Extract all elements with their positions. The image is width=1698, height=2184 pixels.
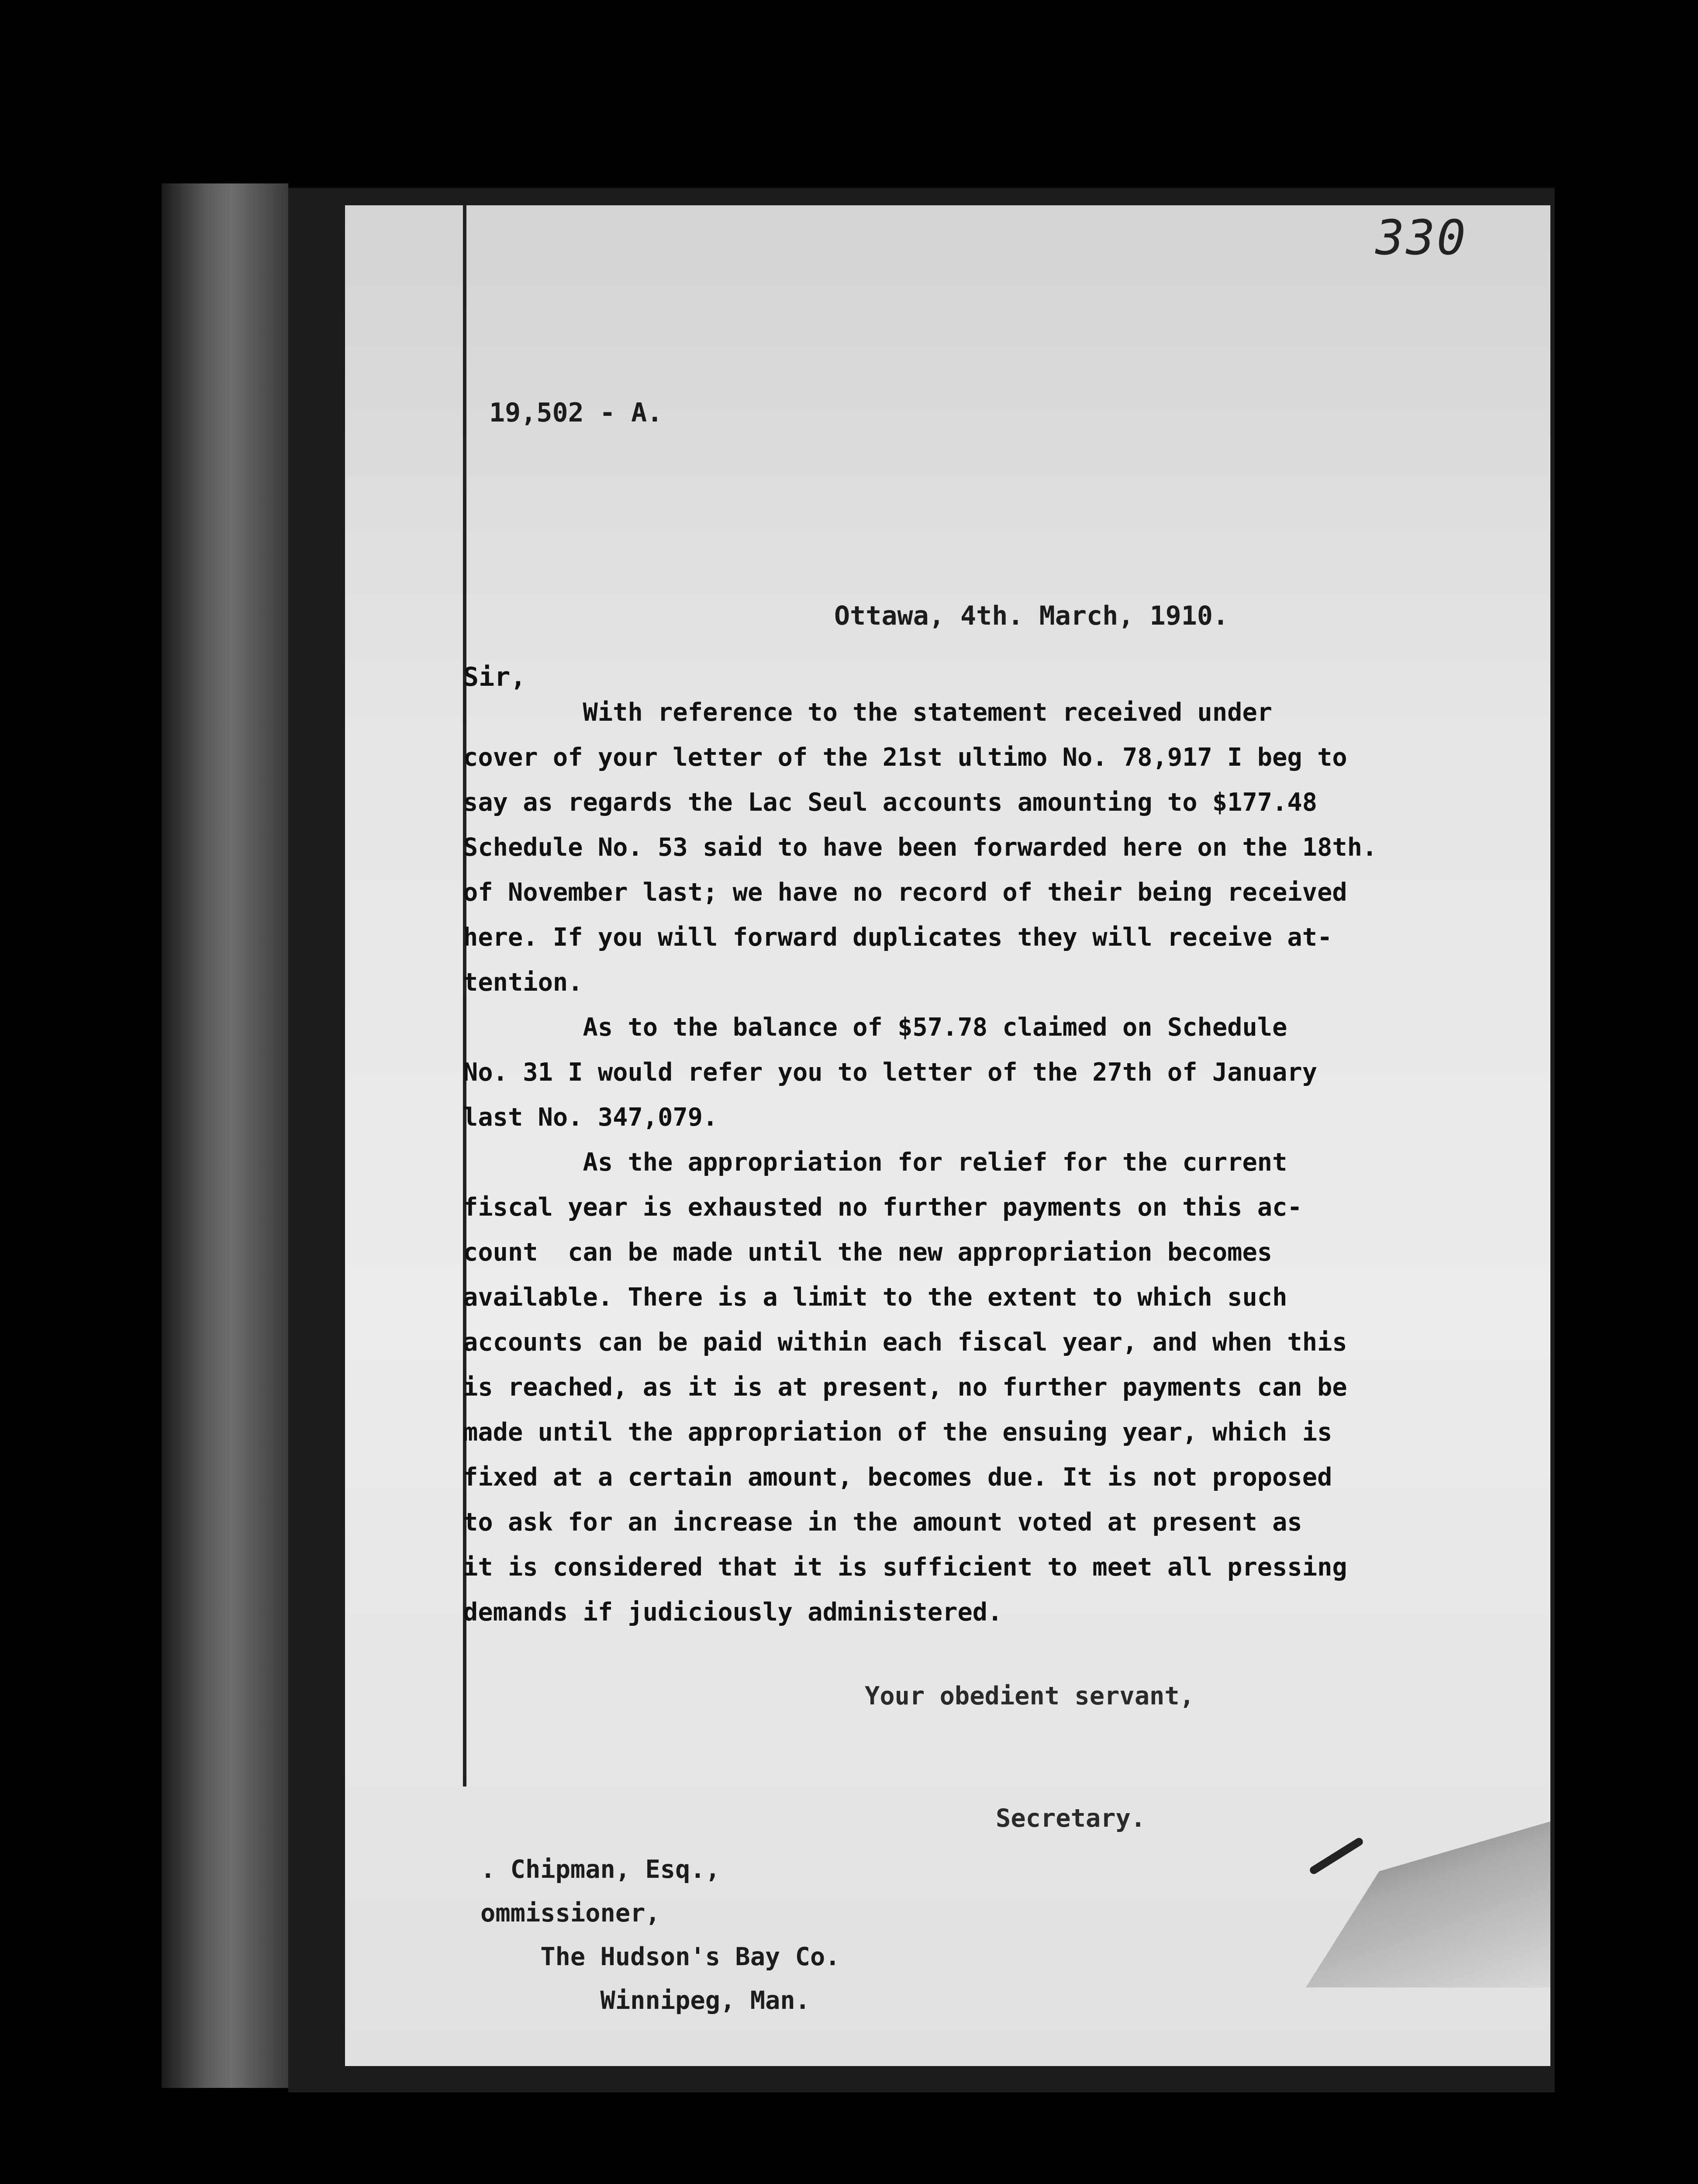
salutation: Sir, [463, 662, 526, 692]
body-line: As to the balance of $57.78 claimed on Schedule [463, 1013, 1287, 1042]
body-line: made until the appropriation of the ensuing year, which is [463, 1418, 1332, 1447]
body-line: As the appropriation for relief for the current [463, 1148, 1287, 1177]
closing: Your obedient servant, [865, 1682, 1194, 1711]
body-line: fixed at a certain amount, becomes due. It is not proposed [463, 1463, 1332, 1492]
ink-mark [1308, 1836, 1364, 1875]
body-line: of November last; we have no record of their being received [463, 878, 1347, 907]
body-line: With reference to the statement received under [463, 698, 1273, 727]
recipient-address [480, 1848, 840, 2022]
address-line: . Chipman, Esq., [480, 1855, 721, 1884]
body-line: tention. [463, 968, 583, 997]
page-number: 330 [1375, 210, 1467, 266]
body-line: Schedule No. 53 said to have been forwarded here on the 18th. [463, 833, 1377, 862]
letter-body [463, 690, 1537, 1635]
body-line: here. If you will forward duplicates they will receive at- [463, 923, 1332, 952]
body-line: to ask for an increase in the amount voted at present as [463, 1508, 1302, 1537]
body-line: accounts can be paid within each fiscal year, and when this [463, 1328, 1347, 1357]
address-line: ommissioner, [480, 1899, 660, 1928]
body-line: count can be made until the new appropriation becomes [463, 1238, 1273, 1267]
film-left-strip [162, 183, 288, 2088]
body-line: cover of your letter of the 21st ultimo No. 78,917 I beg to [463, 743, 1347, 772]
body-line: say as regards the Lac Seul accounts amounting to $177.48 [463, 788, 1318, 817]
letter-page [345, 205, 1550, 2066]
body-line: last No. 347,079. [463, 1103, 718, 1132]
address-line: Winnipeg, Man. [480, 1986, 810, 2015]
signature-title: Secretary. [996, 1804, 1146, 1833]
body-line: is reached, as it is at present, no further payments can be [463, 1373, 1347, 1402]
file-number: 19,502 - A. [489, 397, 663, 428]
body-line: No. 31 I would refer you to letter of the 27th of January [463, 1058, 1318, 1087]
address-line: The Hudson's Bay Co. [480, 1942, 840, 1971]
body-line: available. There is a limit to the extent to which such [463, 1283, 1287, 1312]
body-line: it is considered that it is sufficient to meet all pressing [463, 1553, 1347, 1582]
folded-corner [1306, 1821, 1550, 1987]
letter-date: Ottawa, 4th. March, 1910. [834, 601, 1229, 631]
body-line: demands if judiciously administered. [463, 1598, 1003, 1627]
body-line: fiscal year is exhausted no further payments on this ac- [463, 1193, 1302, 1222]
